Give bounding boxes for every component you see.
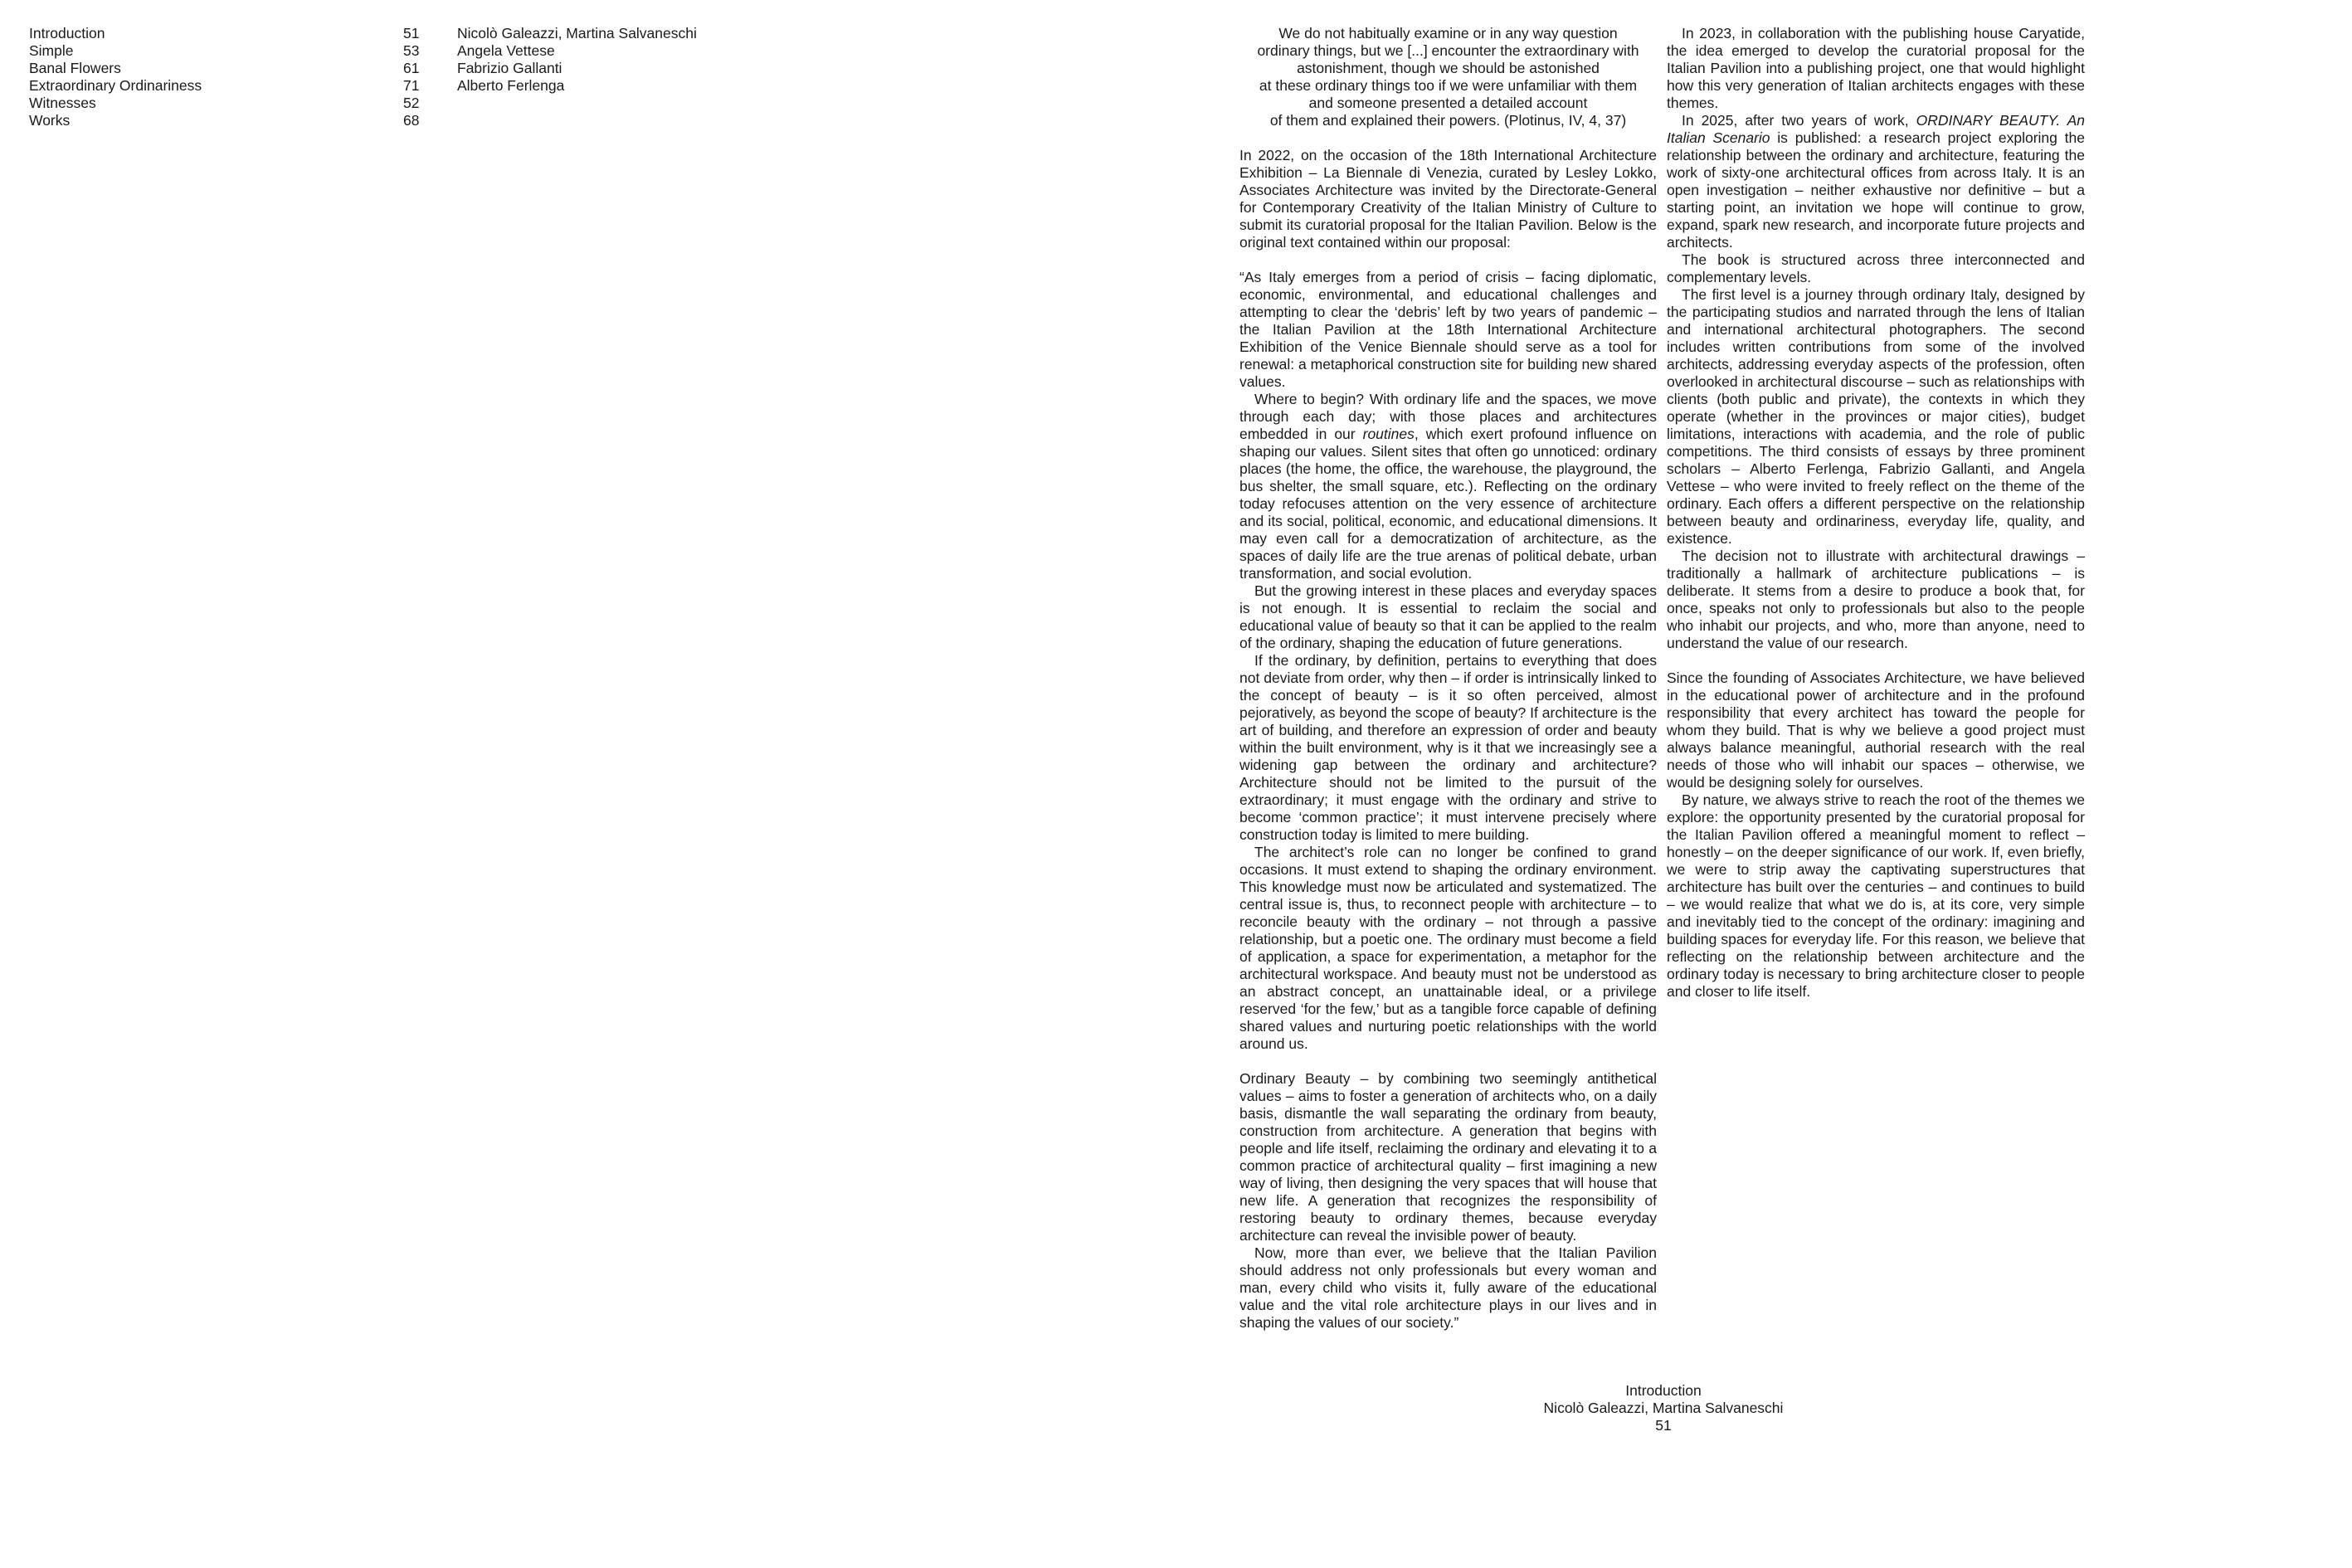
epigraph <box>1239 25 1657 129</box>
footer-section-title: Introduction <box>1625 1382 1702 1399</box>
paragraph: “As Italy emerges from a period of crisis – facing diplomatic, economic, environmental, and educational challenges and attempting to clear the ‘debris’ left by two years of pandemic – the Italian Pavilion at the 18th International Architecture Exhibition of the Venice Biennale should serve as a tool for renewal: a metaphorical construction site for building new shared values. <box>1239 269 1657 390</box>
paragraph <box>1239 391 1657 582</box>
toc-page-number: 53 <box>403 42 420 59</box>
toc-author: Fabrizio Gallanti <box>457 60 562 76</box>
toc-pages <box>403 25 453 129</box>
paragraph: Ordinary Beauty – by combining two seemingly antithetical values – aims to foster a generation of architects who, on a daily basis, dismantle the wall separating the ordinary from beauty, construction from architecture. A generation that begins with people and life itself, reclaiming the ordinary and elevating it to a common practice of architectural quality – first imagining a new way of living, then designing the very spaces that will house that new life. A generation that recognizes the responsibility of restoring beauty to ordinary themes, because everyday architecture can reveal the invisible power of beauty. <box>1239 1070 1657 1244</box>
toc-author: Angela Vettese <box>457 42 555 59</box>
page-number: 51 <box>1655 1417 1672 1434</box>
paragraph: If the ordinary, by definition, pertains to everything that does not deviate from order, why then – if order is intrinsically linked to the concept of beauty – is it so often perceived, almost pejoratively, as beyond the scope of beauty? If architecture is the art of building, and therefore an expression of order and beauty within the built environment, why is it that we increasingly see a widening gap between the ordinary and architecture? Architecture should not be limited to the pursuit of the extraordinary; it must engage with the ordinary and strive to become ‘common practice’; it must intervene precisely where construction today is limited to mere building. <box>1239 652 1657 843</box>
epigraph-line: astonishment, though we should be astonished <box>1297 60 1600 76</box>
paragraph: Now, more than ever, we believe that the Italian Pavilion should address not only professionals but every woman and man, every child who visits it, fully aware of the educational value and the vital role architecture plays in our lives and in shaping the values of our society.” <box>1239 1244 1657 1331</box>
paragraph <box>1667 112 2085 251</box>
paragraph: In 2023, in collaboration with the publishing house Caryatide, the idea emerged to develop the curatorial proposal for the Italian Pavilion into a publishing project, one that would highlight how this very generation of Italian architects engages with these themes. <box>1667 25 2085 111</box>
paragraph-text: is published: a research project exploring the relationship between the ordinary and architecture, featuring the work of sixty-one architectural offices from across Italy. It is an open investigation – neither exhaustive nor definitive – but a starting point, an invitation we hope will continue to grow, expand, spark new research, and incorporate future projects and architects. <box>1667 129 2085 251</box>
toc-page-number: 52 <box>403 95 420 111</box>
paragraph: By nature, we always strive to reach the root of the themes we explore: the opportunity presented by the curatorial proposal for the Italian Pavilion offered a meaningful moment to reflect – honestly – on the deeper significance of our work. If, even briefly, we were to strip away the captivating superstructures that architecture has built over the centuries – and continues to build – we would realize that what we do is, at its core, very simple and inevitably tied to the concept of the ordinary: imagining and building spaces for everyday life. For this reason, we believe that reflecting on the relationship between architecture and the ordinary today is necessary to bring architecture closer to people and closer to life itself. <box>1667 791 2085 1000</box>
toc-author: Alberto Ferlenga <box>457 77 565 94</box>
epigraph-line: We do not habitually examine or in any way question <box>1278 25 1618 41</box>
toc-author: Nicolò Galeazzi, Martina Salvaneschi <box>457 25 697 41</box>
toc-title[interactable]: Works <box>29 112 71 129</box>
toc-title[interactable]: Banal Flowers <box>29 60 121 76</box>
paragraph: In 2022, on the occasion of the 18th International Architecture Exhibition – La Biennale di Venezia, curated by Lesley Lokko, Associates Architecture was invited by the Directorate-General for Contemporary Creativity of the Italian Ministry of Culture to submit its curatorial proposal for the Italian Pavilion. Below is the original text contained within our proposal: <box>1239 147 1657 251</box>
paragraph: But the growing interest in these places and everyday spaces is not enough. It is essential to reclaim the social and educational value of beauty so that it can be applied to the realm of the ordinary, shaping the education of future generations. <box>1239 582 1657 651</box>
toc-page-number: 71 <box>403 77 420 94</box>
emphasis: routines <box>1362 426 1415 442</box>
toc-title[interactable]: Introduction <box>29 25 105 41</box>
paragraph: The architect’s role can no longer be confined to grand occasions. It must extend to shaping the ordinary environment. This knowledge must now be articulated and systematized. The central issue is, thus, to reconnect people with architecture – to reconcile beauty with the ordinary – not through a passive relationship, but a poetic one. The ordinary must become a field of application, a space for experimentation, a metaphor for the architectural workspace. And beauty must not be understood as an abstract concept, an unattainable ideal, or a privilege reserved ‘for the few,’ but as a tangible force capable of defining shared values and nurturing poetic relationships with the world around us. <box>1239 844 1657 1052</box>
paragraph-text: Where to begin? With ordinary life and the spaces, we move through each day; with those places and architectures embedded in our <box>1239 391 1657 442</box>
paragraph: The book is structured across three interconnected and complementary levels. <box>1667 251 2085 285</box>
paragraph-text: In 2025, after two years of work, <box>1682 112 1916 129</box>
paragraph-text: , which exert profound influence on shaping our values. Silent sites that often go unnoticed: ordinary places (the home, the office, the warehouse, the playground, the bus shelter, the small square, etc.). Reflecting on the ordinary today refocuses attention on the very essence of architecture and its social, political, economic, and educational dimensions. It may even call for a democratization of architecture, as the spaces of daily life are the true arenas of political debate, urban transformation, and social evolution. <box>1239 426 1657 582</box>
text-column-left <box>1239 25 1657 1332</box>
epigraph-line: ordinary things, but we [...] encounter the extraordinary with <box>1257 42 1639 59</box>
toc-page-number: 51 <box>403 25 420 41</box>
epigraph-line: and someone presented a detailed account <box>1308 95 1588 111</box>
toc-titles <box>29 25 394 129</box>
epigraph-line: at these ordinary things too if we were unfamiliar with them <box>1259 77 1638 94</box>
epigraph-line: of them and explained their powers. (Plotinus, IV, 4, 37) <box>1269 112 1627 129</box>
paragraph: Since the founding of Associates Architecture, we have believed in the educational power of architecture and in the profound responsibility that every architect has toward the people for whom they build. That is why we believe a good project must always balance meaningful, authorial research with the real needs of those who will inhabit our spaces – otherwise, we would be designing solely for ourselves. <box>1667 670 2085 791</box>
toc-title[interactable]: Witnesses <box>29 95 96 111</box>
footer-authors: Nicolò Galeazzi, Martina Salvaneschi <box>1543 1400 1784 1416</box>
page-footer <box>1410 1382 1916 1434</box>
text-column-right <box>1667 25 2085 1001</box>
toc-authors <box>457 25 872 95</box>
paragraph: The decision not to illustrate with architectural drawings – traditionally a hallmark of architecture publications – is deliberate. It stems from a desire to produce a book that, for once, speaks not only to professionals but also to the people who inhabit our projects, and who, more than anyone, need to understand the value of our research. <box>1667 548 2085 651</box>
paragraph: The first level is a journey through ordinary Italy, designed by the participating studios and narrated through the lens of Italian and international architectural photographers. The second includes written contributions from some of the involved architects, addressing everyday aspects of the profession, often overlooked in architectural discourse – such as relationships with clients (both public and private), the contexts in which they operate (whether in the provinces or major cities), budget limitations, interactions with academia, and the role of public competitions. The third consists of essays by three prominent scholars – Alberto Ferlenga, Fabrizio Gallanti, and Angela Vettese – who were invited to freely reflect on the theme of the ordinary. Each offers a different perspective on the relationship between beauty and ordinariness, everyday life, quality, and existence. <box>1667 286 2085 547</box>
toc-page-number: 68 <box>403 112 420 129</box>
toc-title[interactable]: Extraordinary Ordinariness <box>29 77 202 94</box>
book-title: ORDINARY BEAUTY. An Italian Scenario <box>1667 112 2085 146</box>
toc-title[interactable]: Simple <box>29 42 74 59</box>
toc-page-number: 61 <box>403 60 420 76</box>
